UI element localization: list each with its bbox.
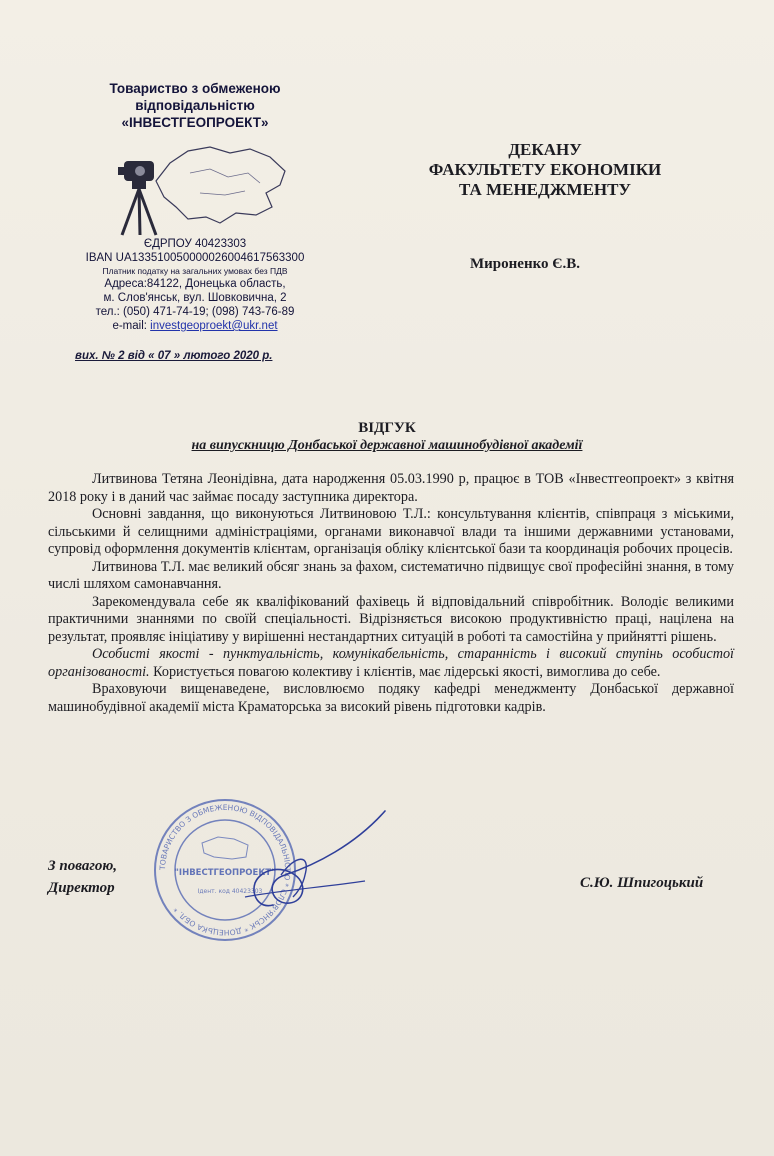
company-name-line3: «ІНВЕСТГЕОПРОЕКТ» [121, 115, 269, 130]
addressee-block [395, 140, 695, 200]
address-line2: м. Слов'янськ, вул. Шовковична, 2 [103, 292, 287, 304]
paragraph-5 [48, 646, 734, 681]
stamp-code: Ідент. код 40423303 [197, 888, 263, 895]
recipient-name: Мироненко Є.В. [470, 256, 580, 272]
email-link[interactable]: investgeoproekt@ukr.net [150, 320, 278, 332]
document-title: ВІДГУК [358, 420, 416, 436]
paragraph-3: Литвинова Т.Л. має великий обсяг знань за фахом, систематично підвищує свої професійні знання, в тому числі шляхом самонавчання. [48, 558, 734, 592]
company-name-line2: відповідальністю [135, 98, 255, 113]
document-subtitle: на випускницю Донбаської державної машинобудівної академії [191, 438, 583, 453]
closing-block [48, 855, 117, 899]
tax-note: Платник податку на загальних умовах без ПДВ [102, 266, 288, 276]
handwritten-signature [185, 805, 425, 930]
paragraph-2: Основні завдання, що виконуються Литвиновою Т.Л.: консультування клієнтів, співпраця з міськими, сільськими й селищними адміністраціями, органами виконавчої влади та іншими державними установами, супровід оформлення документів клієнтам, організація обліку клієнтської бази та координація робочих процесів. [48, 506, 734, 557]
paragraph-6: Враховуючи вищенаведене, висловлюємо подяку кафедрі менеджменту Донбаської державної машинобудівної академії міста Краматорська за високий рівень підготовки кадрів. [48, 681, 734, 715]
personal-qualities: Особисті якості - пунктуальність, комунікабельність, старанність і високий ступінь особистої організованості. [48, 646, 734, 680]
addressee-line1: ДЕКАНУ [508, 140, 582, 159]
stamp-center-text: "ІНВЕСТГЕОПРОЕКТ" [174, 868, 276, 878]
closing-regards: З повагою, [48, 858, 118, 874]
address-line1: Адреса:84122, Донецька область, [104, 278, 286, 290]
paragraph-1: Литвинова Тетяна Леонідівна, дата народження 05.03.1990 р, працює в ТОВ «Інвестгеопроект» з квітня 2018 року і в даний час займає посаду заступника директора. [48, 471, 734, 505]
edrpou-code: ЄДРПОУ 40423303 [143, 238, 247, 250]
phone-numbers: тел.: (050) 471-74-19; (098) 743-76-89 [95, 306, 295, 318]
company-logo [60, 133, 330, 237]
closing-position: Директор [48, 880, 115, 896]
iban: IBAN UA133510050000026004617563300 [85, 252, 305, 264]
stamp-ring-text: ТОВАРИСТВО З ОБМЕЖЕНОЮ ВІДПОВІДАЛЬНІСТЮ * СЛОВ'ЯНСЬК * ДОНЕЦЬКА ОБЛ. * [157, 802, 293, 938]
company-name-line1: Товариство з обмеженою [109, 81, 281, 96]
outgoing-number: вих. № 2 від « 07 » лютого 2020 р. [75, 350, 273, 362]
addressee-line3: ТА МЕНЕДЖМЕНТУ [459, 180, 631, 199]
paragraph-4: Зарекомендувала себе як кваліфікований фахівець й відповідальний співробітник. Володіє великими практичними знаннями по своїй спеціальності. Відрізняється високою продуктивністю праці, націлена на результат, проявляє ініціативу у вирішенні нестандартних ситуацій в роботі та самостійна у прийнятті рішень. [48, 593, 734, 645]
paragraph-5-rest: Користується повагою колективу і клієнтів, має лідерські якості, вимоглива до себе. [149, 663, 661, 680]
email-label: e-mail: [112, 320, 151, 332]
letterhead [60, 80, 330, 333]
document-body [48, 471, 734, 716]
signer-name: С.Ю. Шпигоцький [580, 875, 704, 891]
addressee-line2: ФАКУЛЬТЕТУ ЕКОНОМІКИ [428, 160, 662, 179]
email-line [60, 319, 330, 333]
